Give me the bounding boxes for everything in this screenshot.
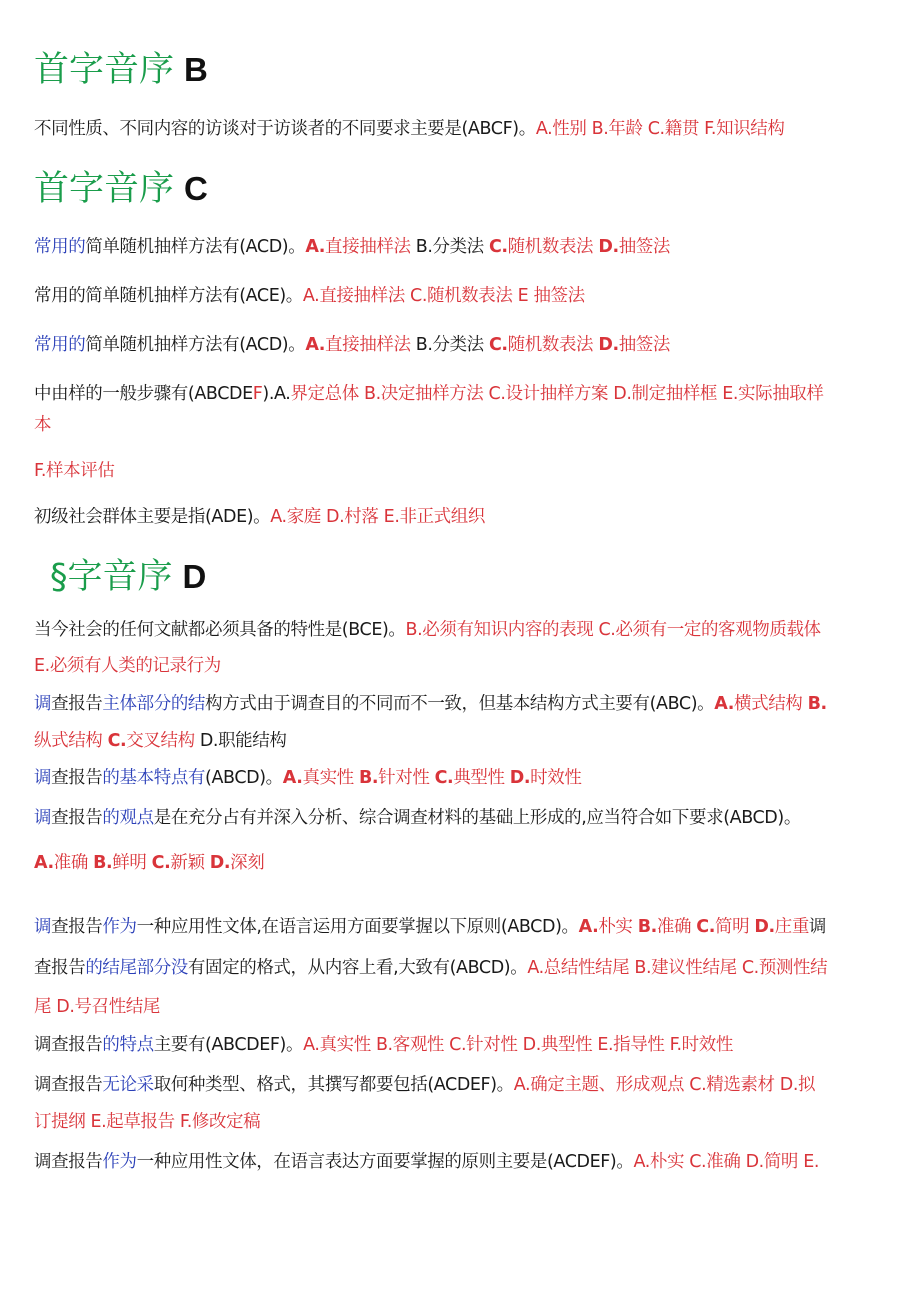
text-run: 随机数表法 — [507, 335, 599, 355]
text-run: D. — [754, 917, 775, 937]
text-run: 调查报告 — [34, 1035, 103, 1055]
text-run: D. — [509, 768, 531, 788]
text-line — [34, 379, 890, 409]
text-run: C. — [488, 335, 508, 355]
text-run: 作为 — [102, 917, 137, 937]
text-run: A.真实性 B.客观性 C.针对性 D.典型性 E.指导性 F.时效性 — [303, 1035, 733, 1055]
text-line — [34, 232, 890, 262]
text-run: B. — [358, 768, 379, 788]
text-run: 查报告 — [51, 694, 103, 714]
text-run: 直接抽样法 — [325, 237, 416, 257]
text-run: A.家庭 D.村落 E.非正式组织 — [270, 507, 485, 527]
text-run: 尾 D.号召性结尾 — [34, 997, 161, 1017]
text-run: 有固定的格式，从内容上看,大致有(ABCD)。 — [187, 958, 528, 978]
text-run: 调 — [34, 917, 52, 937]
text-run: 本 — [34, 415, 52, 435]
text-run: 常用的简单随机抽样方法有(ACE)。 — [34, 286, 303, 306]
section-heading-b — [34, 44, 208, 96]
text-run: B. — [93, 853, 113, 873]
text-run: 准确 — [656, 917, 697, 937]
section-heading-d — [50, 551, 206, 603]
text-run: 初级社会群体主要是指(ADE)。 — [34, 507, 271, 527]
text-run: C. — [488, 237, 508, 257]
text-run: D. — [598, 335, 619, 355]
text-run: 主要有(ABCDEF)。 — [153, 1035, 304, 1055]
text-run: B.必须有知识内容的表现 C.必须有一定的客观物质载体 — [405, 620, 821, 640]
text-line — [34, 689, 890, 719]
text-run: A. — [282, 768, 303, 788]
text-run: 查报告 — [34, 958, 86, 978]
text-run: 一种应用性文体，在语言表达方面要掌握的原则主要是(ACDEF)。 — [136, 1152, 634, 1172]
text-run: 主体部分的结 — [102, 694, 206, 714]
text-run: 中由样的一般步骤有(ABCDE — [34, 384, 253, 404]
text-run: 简单随机抽样方法有(ACD)。 — [85, 335, 306, 355]
text-line — [34, 456, 890, 486]
text-run: 抽签法 — [618, 237, 671, 257]
text-run: 的结尾部分没 — [85, 958, 188, 978]
text-run: 常用的 — [34, 335, 86, 355]
text-run: 调查报告 — [34, 1152, 103, 1172]
text-line — [34, 912, 890, 942]
section-heading-c — [34, 163, 208, 215]
text-line — [34, 803, 890, 833]
text-run: C. — [434, 768, 454, 788]
text-run: 简单随机抽样方法有(ACD)。 — [85, 237, 306, 257]
text-run: 真实性 — [302, 768, 359, 788]
text-run: 查报告 — [51, 808, 103, 828]
text-run: 庄重 — [774, 917, 809, 937]
text-line — [34, 1070, 890, 1100]
text-run: ).A. — [262, 384, 291, 404]
text-run: 横式结构 — [734, 694, 808, 714]
text-run: F.样本评估 — [34, 461, 115, 481]
text-run: A.朴实 C.准确 D.简明 E. — [633, 1152, 820, 1172]
text-run: 新颖 — [170, 853, 210, 873]
text-run: D.职能结构 — [199, 731, 287, 751]
text-run: B.分类法 — [415, 237, 489, 257]
text-run: 针对性 — [378, 768, 435, 788]
text-run: A. — [305, 335, 326, 355]
section-heading-letter: C — [184, 170, 208, 207]
section-heading-letter: B — [184, 51, 208, 88]
text-line — [34, 1030, 890, 1060]
text-run: 调查报告 — [34, 1075, 103, 1095]
text-run: B.分类法 — [415, 335, 489, 355]
text-run: D. — [598, 237, 619, 257]
text-run: A. — [34, 853, 54, 873]
text-run: 典型性 — [453, 768, 510, 788]
text-run: 的特点 — [102, 1035, 154, 1055]
text-line — [34, 281, 890, 311]
text-run: 界定总体 B.决定抽样方法 C.设计抽样方案 D.制定抽样框 E.实际抽取样 — [290, 384, 824, 404]
text-run: 朴实 — [598, 917, 638, 937]
text-line — [34, 615, 890, 645]
text-run: 准确 — [53, 853, 94, 873]
text-run: B. — [807, 694, 827, 714]
text-run: 订提纲 E.起草报告 F.修改定稿 — [34, 1112, 261, 1132]
text-run: 是在充分占有并深入分析、综合调查材料的基础上形成的,应当符合如下要求(ABCD)。 — [153, 808, 801, 828]
section-heading-text: 首字音序 — [34, 50, 175, 90]
text-run: C. — [696, 917, 715, 937]
text-run: A. — [714, 694, 734, 714]
text-line — [34, 1107, 890, 1137]
text-run: 一种应用性文体,在语言运用方面要掌握以下原则(ABCD)。 — [136, 917, 579, 937]
text-run: 查报告 — [51, 917, 103, 937]
text-run: 抽签法 — [618, 335, 671, 355]
text-run: 时效性 — [530, 768, 582, 788]
text-run: 不同性质、不同内容的访谈对于访谈者的不同要求主要是(ABCF)。 — [34, 119, 536, 139]
text-run: 交叉结构 — [126, 731, 200, 751]
text-run: A.总结性结尾 B.建议性结尾 C.预测性结 — [527, 958, 828, 978]
text-line — [34, 992, 890, 1022]
text-run: B. — [637, 917, 657, 937]
text-run: 的基本特点有 — [102, 768, 206, 788]
text-run: F — [252, 384, 263, 404]
text-line — [34, 410, 890, 440]
text-run: 鲜明 — [112, 853, 152, 873]
text-run: 深刻 — [230, 853, 265, 873]
section-heading-text: 首字音序 — [34, 169, 175, 209]
text-run: C. — [151, 853, 171, 873]
text-run: 纵式结构 — [34, 731, 108, 751]
text-run: 当今社会的任何文献都必须具备的特性是(BCE)。 — [34, 620, 406, 640]
text-run: 调 — [808, 917, 827, 937]
text-run: C. — [107, 731, 127, 751]
text-run: 的观点 — [102, 808, 154, 828]
text-line — [34, 726, 890, 756]
text-run: 无论采 — [102, 1075, 154, 1095]
text-run: A. — [578, 917, 599, 937]
section-heading-letter: D — [182, 558, 207, 595]
text-run: E.必须有人类的记录行为 — [34, 656, 221, 676]
text-line — [34, 330, 890, 360]
text-line — [34, 953, 890, 983]
text-run: 随机数表法 — [507, 237, 599, 257]
text-line — [34, 651, 890, 681]
text-run: A.直接抽样法 C.随机数表法 E 抽签法 — [302, 286, 585, 306]
text-run: A. — [305, 237, 326, 257]
text-run: 构方式由于调查目的不同而不一致，但基本结构方式主要有(ABC)。 — [205, 694, 715, 714]
text-run: D. — [209, 853, 231, 873]
text-run: (ABCD)。 — [205, 768, 283, 788]
text-run: 取何种类型、格式，其撰写都要包括(ACDEF)。 — [153, 1075, 514, 1095]
text-run: 查报告 — [51, 768, 103, 788]
text-line — [34, 502, 890, 532]
text-run: 简明 — [714, 917, 755, 937]
text-line — [34, 763, 890, 793]
text-line — [34, 1147, 890, 1177]
text-run: 直接抽样法 — [325, 335, 416, 355]
text-run: 常用的 — [34, 237, 86, 257]
text-run: 调 — [34, 694, 52, 714]
text-line — [34, 114, 890, 144]
text-run: A.确定主题、形成观点 C.精选素材 D.拟 — [513, 1075, 816, 1095]
text-run: A.性别 B.年龄 C.籍贯 F.知识结构 — [535, 119, 785, 139]
text-line — [34, 848, 890, 878]
section-heading-text: §字音序 — [50, 557, 173, 597]
text-run: 调 — [34, 768, 52, 788]
text-run: 调 — [34, 808, 52, 828]
text-run: 作为 — [102, 1152, 137, 1172]
